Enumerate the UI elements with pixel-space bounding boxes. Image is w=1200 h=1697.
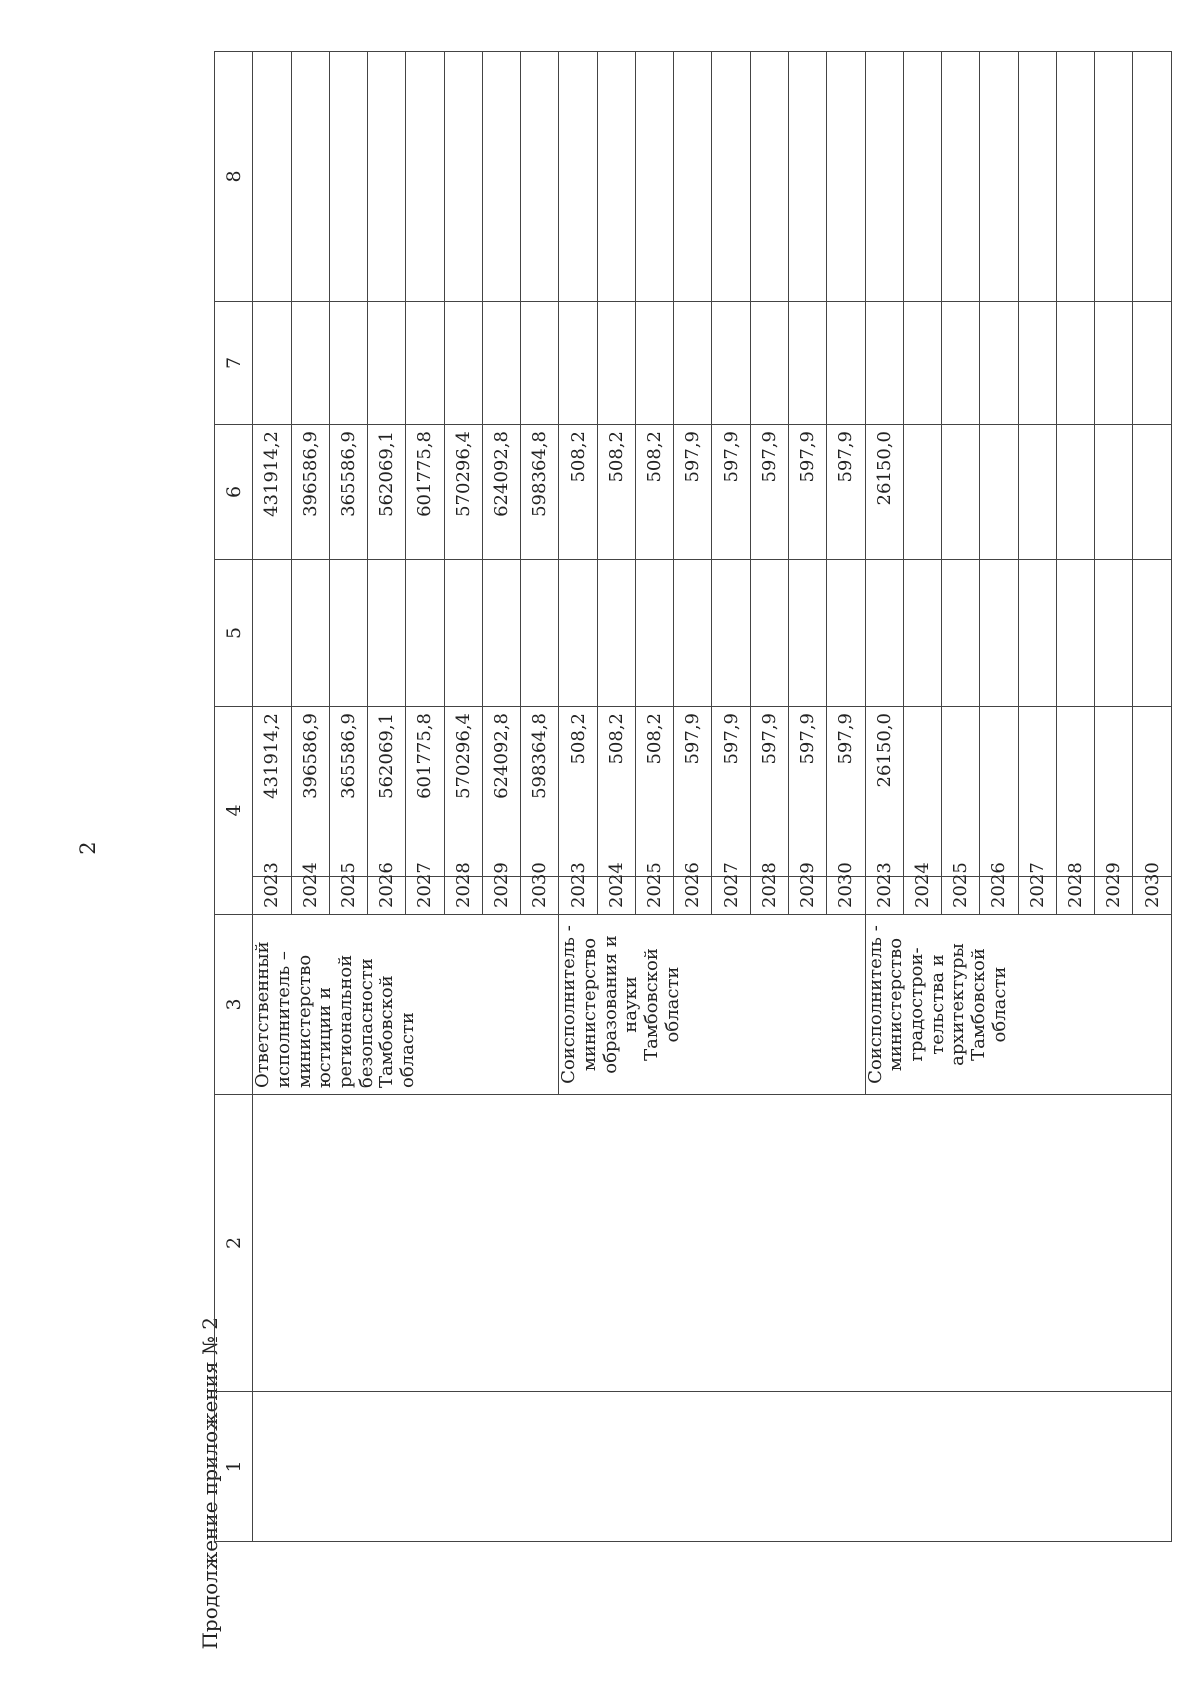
col8-cell <box>1018 52 1056 302</box>
col8-cell <box>750 52 788 302</box>
executor-line: градострои- <box>905 947 927 1062</box>
executor-line: науки Тамбовской <box>620 948 663 1061</box>
year-cell: 2029 <box>482 877 520 915</box>
col5-cell <box>1056 560 1094 707</box>
col7-cell <box>444 302 482 425</box>
col7-cell <box>329 302 367 425</box>
col8-cell <box>865 52 903 302</box>
col6-value <box>1018 425 1056 560</box>
col1-cell <box>253 1392 1172 1542</box>
col7-cell <box>750 302 788 425</box>
col8-cell <box>444 52 482 302</box>
year-cell: 2024 <box>597 877 635 915</box>
col8-cell <box>1133 52 1172 302</box>
col6-value: 597,9 <box>788 425 826 560</box>
col7-cell <box>597 302 635 425</box>
executor-line: министерство <box>885 937 907 1072</box>
col7-cell <box>482 302 520 425</box>
col8-cell <box>597 52 635 302</box>
col6-value: 597,9 <box>712 425 750 560</box>
col4-value: 601775,8 <box>406 707 444 877</box>
col8-cell <box>406 52 444 302</box>
col7-cell <box>291 302 329 425</box>
col6-value <box>903 425 941 560</box>
col8-cell <box>1056 52 1094 302</box>
executor-line: образования и <box>599 935 621 1074</box>
col4-value: 597,9 <box>788 707 826 877</box>
executor-line: министерство <box>579 937 601 1072</box>
col8-cell <box>903 52 941 302</box>
col5-cell <box>788 560 826 707</box>
executor-line: безопасности <box>355 958 377 1088</box>
col7-cell <box>788 302 826 425</box>
header-col-1: 1 <box>215 1392 253 1542</box>
col4-value: 597,9 <box>750 707 788 877</box>
col7-cell <box>559 302 597 425</box>
col6-value <box>1133 425 1172 560</box>
executor-line: области <box>661 966 683 1043</box>
col6-value: 508,2 <box>635 425 673 560</box>
col8-cell <box>942 52 980 302</box>
year-cell: 2024 <box>903 877 941 915</box>
col6-value: 562069,1 <box>368 425 406 560</box>
col4-value: 597,9 <box>827 707 865 877</box>
col4-value <box>903 707 941 877</box>
col5-cell <box>597 560 635 707</box>
col6-value <box>942 425 980 560</box>
col6-value: 598364,8 <box>521 425 559 560</box>
year-cell: 2025 <box>635 877 673 915</box>
executor-line: области <box>988 966 1010 1043</box>
col8-cell <box>635 52 673 302</box>
col4-value <box>1018 707 1056 877</box>
col7-cell <box>865 302 903 425</box>
year-cell: 2027 <box>712 877 750 915</box>
year-cell: 2027 <box>1018 877 1056 915</box>
executor-cell <box>253 915 559 1095</box>
table-row <box>253 52 291 1542</box>
executor-line: министерство <box>293 954 315 1088</box>
col4-value: 365586,9 <box>329 707 367 877</box>
col5-cell <box>980 560 1018 707</box>
col7-cell <box>1095 302 1133 425</box>
col5-cell <box>865 560 903 707</box>
col5-cell <box>329 560 367 707</box>
col5-cell <box>942 560 980 707</box>
col4-value: 508,2 <box>597 707 635 877</box>
col4-value: 396586,9 <box>291 707 329 877</box>
executor-line: тельства и <box>926 954 948 1055</box>
col4-value <box>1056 707 1094 877</box>
col4-value <box>942 707 980 877</box>
col4-value: 570296,4 <box>444 707 482 877</box>
col8-cell <box>980 52 1018 302</box>
col2-cell <box>253 1095 1172 1392</box>
executor-line: Ответственный <box>252 941 274 1088</box>
col5-cell <box>1018 560 1056 707</box>
col5-cell <box>559 560 597 707</box>
col6-value: 508,2 <box>597 425 635 560</box>
col6-value: 365586,9 <box>329 425 367 560</box>
executor-line: области <box>397 1012 419 1088</box>
col7-cell <box>406 302 444 425</box>
col8-cell <box>827 52 865 302</box>
col6-value: 601775,8 <box>406 425 444 560</box>
header-row <box>215 52 253 1542</box>
year-cell: 2028 <box>1056 877 1094 915</box>
col7-cell <box>674 302 712 425</box>
col7-cell <box>253 302 291 425</box>
col4-value: 26150,0 <box>865 707 903 877</box>
continuation-caption: Продолжение приложения № 2 <box>198 1317 222 1650</box>
col5-cell <box>406 560 444 707</box>
col5-cell <box>291 560 329 707</box>
col8-cell <box>674 52 712 302</box>
col8-cell <box>521 52 559 302</box>
col5-cell <box>368 560 406 707</box>
col8-cell <box>368 52 406 302</box>
year-cell: 2023 <box>559 877 597 915</box>
col6-value: 396586,9 <box>291 425 329 560</box>
year-cell: 2029 <box>1095 877 1133 915</box>
year-cell: 2024 <box>291 877 329 915</box>
col4-value <box>1095 707 1133 877</box>
year-cell: 2027 <box>406 877 444 915</box>
col4-value: 624092,8 <box>482 707 520 877</box>
header-col-7: 7 <box>215 302 253 425</box>
header-col-6: 6 <box>215 425 253 560</box>
year-cell: 2026 <box>368 877 406 915</box>
col5-cell <box>903 560 941 707</box>
col5-cell <box>750 560 788 707</box>
table-frame <box>214 52 1172 1542</box>
executor-cell <box>865 915 1171 1095</box>
col6-value <box>980 425 1018 560</box>
executor-line: архитектуры <box>947 943 969 1066</box>
executor-cell <box>559 915 865 1095</box>
col8-cell <box>1095 52 1133 302</box>
header-col-5: 5 <box>215 560 253 707</box>
col6-value <box>1095 425 1133 560</box>
col5-cell <box>674 560 712 707</box>
year-cell: 2029 <box>788 877 826 915</box>
col8-cell <box>291 52 329 302</box>
col5-cell <box>521 560 559 707</box>
executor-line: Тамбовской <box>967 948 989 1061</box>
col7-cell <box>1056 302 1094 425</box>
col6-value: 597,9 <box>674 425 712 560</box>
col4-value <box>980 707 1018 877</box>
col7-cell <box>635 302 673 425</box>
col7-cell <box>942 302 980 425</box>
executor-line: исполнитель – <box>272 951 294 1088</box>
col5-cell <box>444 560 482 707</box>
year-cell: 2023 <box>253 877 291 915</box>
col6-value: 597,9 <box>827 425 865 560</box>
year-cell: 2028 <box>444 877 482 915</box>
page-number: 2 <box>76 841 100 855</box>
executor-line: Тамбовской <box>376 975 398 1088</box>
col6-value: 26150,0 <box>865 425 903 560</box>
col8-cell <box>559 52 597 302</box>
col5-cell <box>712 560 750 707</box>
year-cell: 2025 <box>329 877 367 915</box>
year-cell: 2030 <box>1133 877 1172 915</box>
col8-cell <box>482 52 520 302</box>
col5-cell <box>482 560 520 707</box>
year-cell: 2028 <box>750 877 788 915</box>
year-cell: 2025 <box>942 877 980 915</box>
col8-cell <box>253 52 291 302</box>
col7-cell <box>903 302 941 425</box>
col5-cell <box>1095 560 1133 707</box>
executor-line: региональной <box>335 954 357 1088</box>
col4-value: 598364,8 <box>521 707 559 877</box>
header-col-8: 8 <box>215 52 253 302</box>
funding-table <box>214 51 1172 1542</box>
year-cell: 2030 <box>827 877 865 915</box>
rotated-sheet <box>126 24 1188 1678</box>
col6-value: 624092,8 <box>482 425 520 560</box>
col7-cell <box>980 302 1018 425</box>
year-cell: 2026 <box>980 877 1018 915</box>
col8-cell <box>712 52 750 302</box>
col4-value: 431914,2 <box>253 707 291 877</box>
col5-cell <box>253 560 291 707</box>
col5-cell <box>827 560 865 707</box>
col6-value: 431914,2 <box>253 425 291 560</box>
year-cell: 2023 <box>865 877 903 915</box>
executor-line: юстиции и <box>314 987 336 1088</box>
col4-value <box>1133 707 1172 877</box>
col6-value: 597,9 <box>750 425 788 560</box>
col7-cell <box>1018 302 1056 425</box>
col8-cell <box>788 52 826 302</box>
col7-cell <box>521 302 559 425</box>
col4-value: 508,2 <box>635 707 673 877</box>
col4-value: 508,2 <box>559 707 597 877</box>
header-col-2: 2 <box>215 1095 253 1392</box>
col6-value: 570296,4 <box>444 425 482 560</box>
col5-cell <box>635 560 673 707</box>
col7-cell <box>1133 302 1172 425</box>
header-col-4: 4 <box>215 707 253 915</box>
executor-line: Соисполнитель - <box>558 925 580 1084</box>
year-cell: 2030 <box>521 877 559 915</box>
col6-value <box>1056 425 1094 560</box>
col6-value: 508,2 <box>559 425 597 560</box>
header-col-3: 3 <box>215 915 253 1095</box>
col7-cell <box>712 302 750 425</box>
col8-cell <box>329 52 367 302</box>
col7-cell <box>827 302 865 425</box>
col4-value: 597,9 <box>674 707 712 877</box>
year-cell: 2026 <box>674 877 712 915</box>
col4-value: 597,9 <box>712 707 750 877</box>
col7-cell <box>368 302 406 425</box>
executor-line: Соисполнитель - <box>864 925 886 1084</box>
col5-cell <box>1133 560 1172 707</box>
col4-value: 562069,1 <box>368 707 406 877</box>
